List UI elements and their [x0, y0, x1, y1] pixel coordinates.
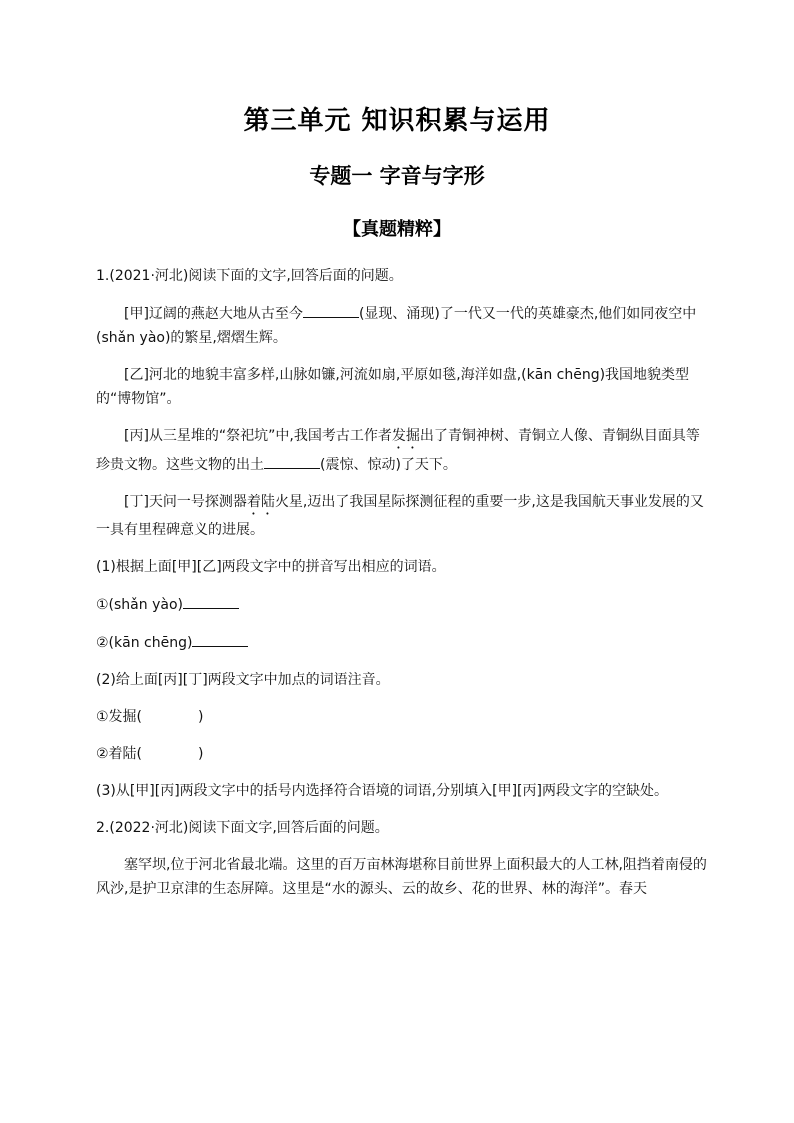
document-body: [96, 264, 708, 914]
sub1-item-2: [96, 630, 708, 655]
answer-blank-jia[interactable]: [303, 301, 359, 318]
passage-jia: [96, 301, 708, 350]
question-2-intro: 2.(2022·河北)阅读下面文字,回答后面的问题。: [96, 820, 389, 836]
sub2-item-1-close: ): [198, 709, 204, 725]
passage-bing-text-c: (震惊、惊动)了天下。: [320, 457, 457, 473]
passage-jia-text-b: (显现、涌现)了一代又一代的英雄豪杰,他们如同夜空中(shǎn yào)的繁星,熠熠生辉。: [96, 306, 697, 346]
sub2-item-1-label: ①发掘(: [96, 709, 143, 725]
sub-question-3: (3)从[甲][丙]两段文字中的括号内选择符合语境的词语,分别填入[甲][丙]两段文字的空缺处。: [96, 783, 668, 799]
sub1-item-1: [96, 592, 708, 617]
sub2-item-1: [96, 705, 708, 729]
passage-ding: [96, 490, 708, 542]
passage-bing-text-b: 出了青铜神树、青铜立人像、青铜纵目面具等珍贵文物。这些文物的出土: [96, 428, 700, 473]
question-1-intro: 1.(2021·河北)阅读下面的文字,回答后面的问题。: [96, 268, 403, 284]
sub2-item-2: [96, 742, 708, 766]
answer-blank-shanyao[interactable]: [183, 592, 239, 609]
sub2-item-2-close: ): [198, 746, 204, 762]
sub1-item-2-label: ②(kān chēng): [96, 635, 193, 651]
passage-bing-text-a: [丙]从三星堆的“祭祀坑”中,我国考古工作者: [124, 428, 392, 444]
passage-ding-text-a: [丁]天问一号探测器: [124, 494, 247, 510]
sub1-item-1-label: ①(shǎn yào): [96, 597, 183, 613]
passage-bing: [96, 424, 708, 477]
answer-blank-kancheng[interactable]: [192, 630, 248, 647]
dotted-word-fajue: 发掘: [391, 428, 420, 444]
section-title: 【真题精粹】: [343, 219, 451, 240]
unit-title: 第三单元 知识积累与运用: [243, 106, 551, 136]
sub-question-1: (1)根据上面[甲][乙]两段文字中的拼音写出相应的词语。: [96, 559, 446, 575]
sub-question-2: (2)给上面[丙][丁]两段文字中加点的词语注音。: [96, 672, 390, 688]
passage-jia-text-a: [甲]辽阔的燕赵大地从古至今: [124, 306, 303, 322]
sub2-item-2-label: ②着陆(: [96, 746, 143, 762]
dotted-word-zhuolu: 着陆: [246, 494, 275, 510]
passage-saihanba: 塞罕坝,位于河北省最北端。这里的百万亩林海堪称目前世界上面积最大的人工林,阻挡着南侵的风沙,是护卫京津的生态屏障。这里是“水的源头、云的故乡、花的世界、林的海洋”。春天: [96, 857, 707, 897]
passage-yi: [乙]河北的地貌丰富多样,山脉如镰,河流如扇,平原如毯,海洋如盘,(kān chēng)我国地貌类型的“博物馆”。: [96, 367, 690, 407]
passage-ding-text-b: 火星,迈出了我国星际探测征程的重要一步,这是我国航天事业发展的又一具有里程碑意义的进展。: [96, 494, 704, 538]
topic-title: 专题一 字音与字形: [309, 164, 485, 188]
answer-blank-bing[interactable]: [264, 452, 320, 469]
